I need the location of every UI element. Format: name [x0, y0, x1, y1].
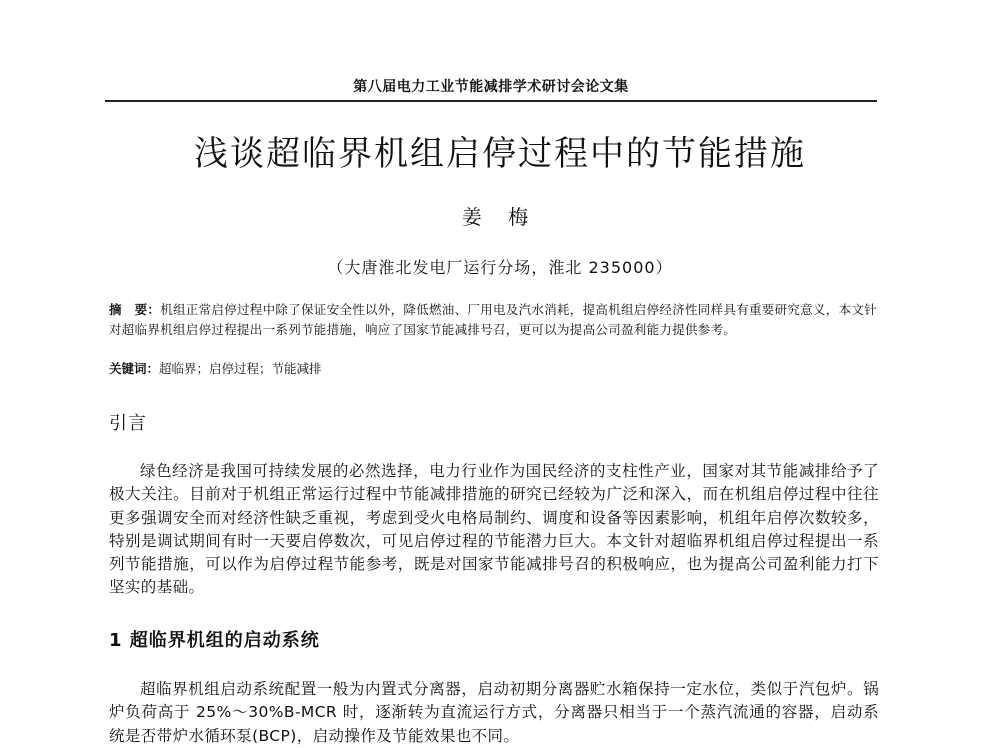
keywords-text: 超临界；启停过程；节能减排 [159, 361, 322, 376]
abstract-label: 摘 要： [109, 302, 161, 317]
author-affiliation: （大唐淮北发电厂运行分场，淮北 235000） [327, 258, 673, 277]
running-header: 第八届电力工业节能减排学术研讨会论文集 [353, 79, 629, 95]
startup-system-paragraph: 超临界机组启动系统配置一般为内置式分离器，启动初期分离器贮水箱保持一定水位，类似于汽包炉。锅炉负荷高于 25%～30%B-MCR 时，逐渐转为直流运行方式，分离器只相当于一个蒸汽流通的容器，启动系统是否带炉水循环泵(BCP)，启动操作及节能效果也不同。 [109, 680, 879, 745]
abstract [109, 300, 879, 340]
section-heading-introduction: 引言 [109, 413, 147, 434]
header-rule [105, 100, 877, 102]
keywords [109, 359, 879, 379]
section-heading-startup-system: 1 超临界机组的启动系统 [109, 630, 320, 651]
abstract-text: 机组正常启停过程中除了保证安全性以外，降低燃油、厂用电及汽水消耗，提高机组启停经济性同样具有重要研究意义，本文针对超临界机组启停过程提出一系列节能措施，响应了国家节能减排号召，更可以为提高公司盈利能力提供参考。 [109, 302, 878, 337]
keywords-label: 关键词： [109, 361, 160, 376]
paper-title: 浅谈超临界机组启停过程中的节能措施 [194, 134, 806, 174]
author-name: 姜 梅 [461, 205, 539, 229]
introduction-paragraph: 绿色经济是我国可持续发展的必然选择，电力行业作为国民经济的支柱性产业，国家对其节能减排给予了极大关注。目前对于机组正常运行过程中节能减排措施的研究已经较为广泛和深入，而在机组启停过程中往往更多强调安全而对经济性缺乏重视，考虑到受火电格局制约、调度和设备等因素影响，机组年启停次数较多，特别是调试期间有时一天要启停数次，可见启停过程的节能潜力巨大。本文针对超临界机组启停过程提出一系列节能措施，可以作为启停过程节能参考，既是对国家节能减排号召的积极响应，也为提高公司盈利能力打下坚实的基础。 [109, 462, 879, 597]
